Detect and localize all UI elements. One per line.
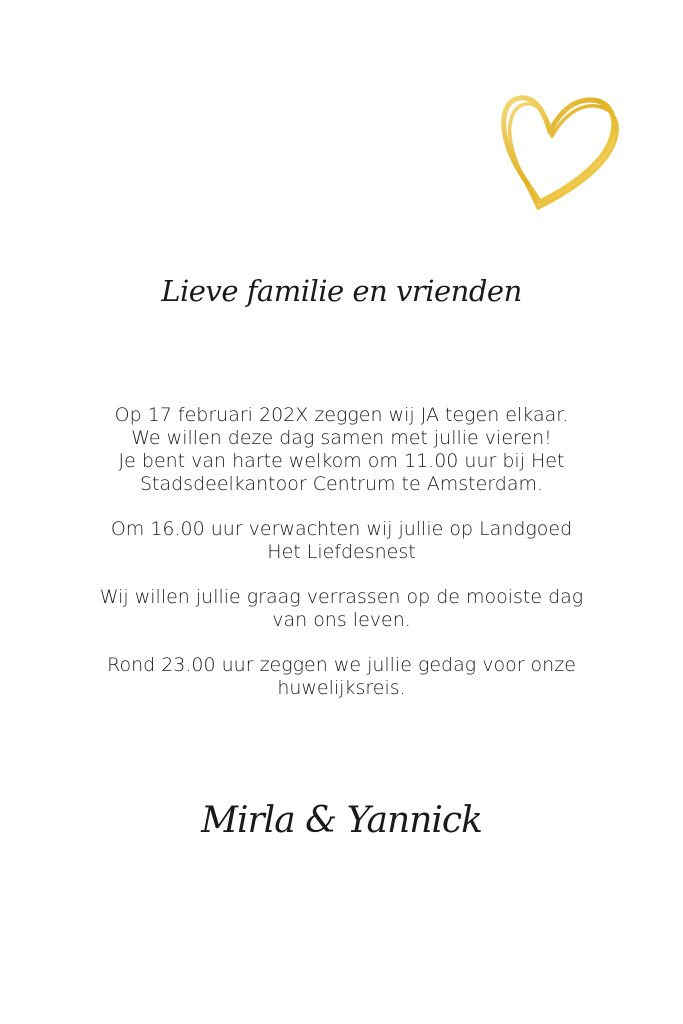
paragraph-surprise bbox=[90, 586, 593, 632]
signature-names: Mirla & Yannick bbox=[201, 800, 482, 841]
greeting-heading: Lieve familie en vrienden bbox=[161, 274, 522, 308]
text-line: Het Liefdesnest bbox=[267, 541, 416, 563]
invitation-body bbox=[90, 404, 593, 722]
heart-icon bbox=[498, 92, 624, 212]
text-line: Wij willen jullie graag verrassen op de mooiste dag bbox=[99, 586, 584, 608]
text-line: van ons leven. bbox=[272, 609, 411, 631]
paragraph-farewell bbox=[90, 654, 593, 700]
paragraph-ceremony bbox=[90, 404, 593, 496]
text-line: Om 16.00 uur verwachten wij jullie op Landgoed bbox=[110, 518, 573, 540]
text-line: huwelijksreis. bbox=[277, 677, 406, 699]
text-line: Stadsdeelkantoor Centrum te Amsterdam. bbox=[139, 473, 544, 495]
text-line: We willen deze dag samen met jullie vieren! bbox=[131, 427, 552, 449]
paragraph-reception bbox=[90, 518, 593, 564]
text-line: Je bent van harte welkom om 11.00 uur bij Het bbox=[118, 450, 565, 472]
text-line: Op 17 februari 202X zeggen wij JA tegen elkaar. bbox=[114, 404, 569, 426]
text-line: Rond 23.00 uur zeggen we jullie gedag voor onze bbox=[107, 654, 576, 676]
